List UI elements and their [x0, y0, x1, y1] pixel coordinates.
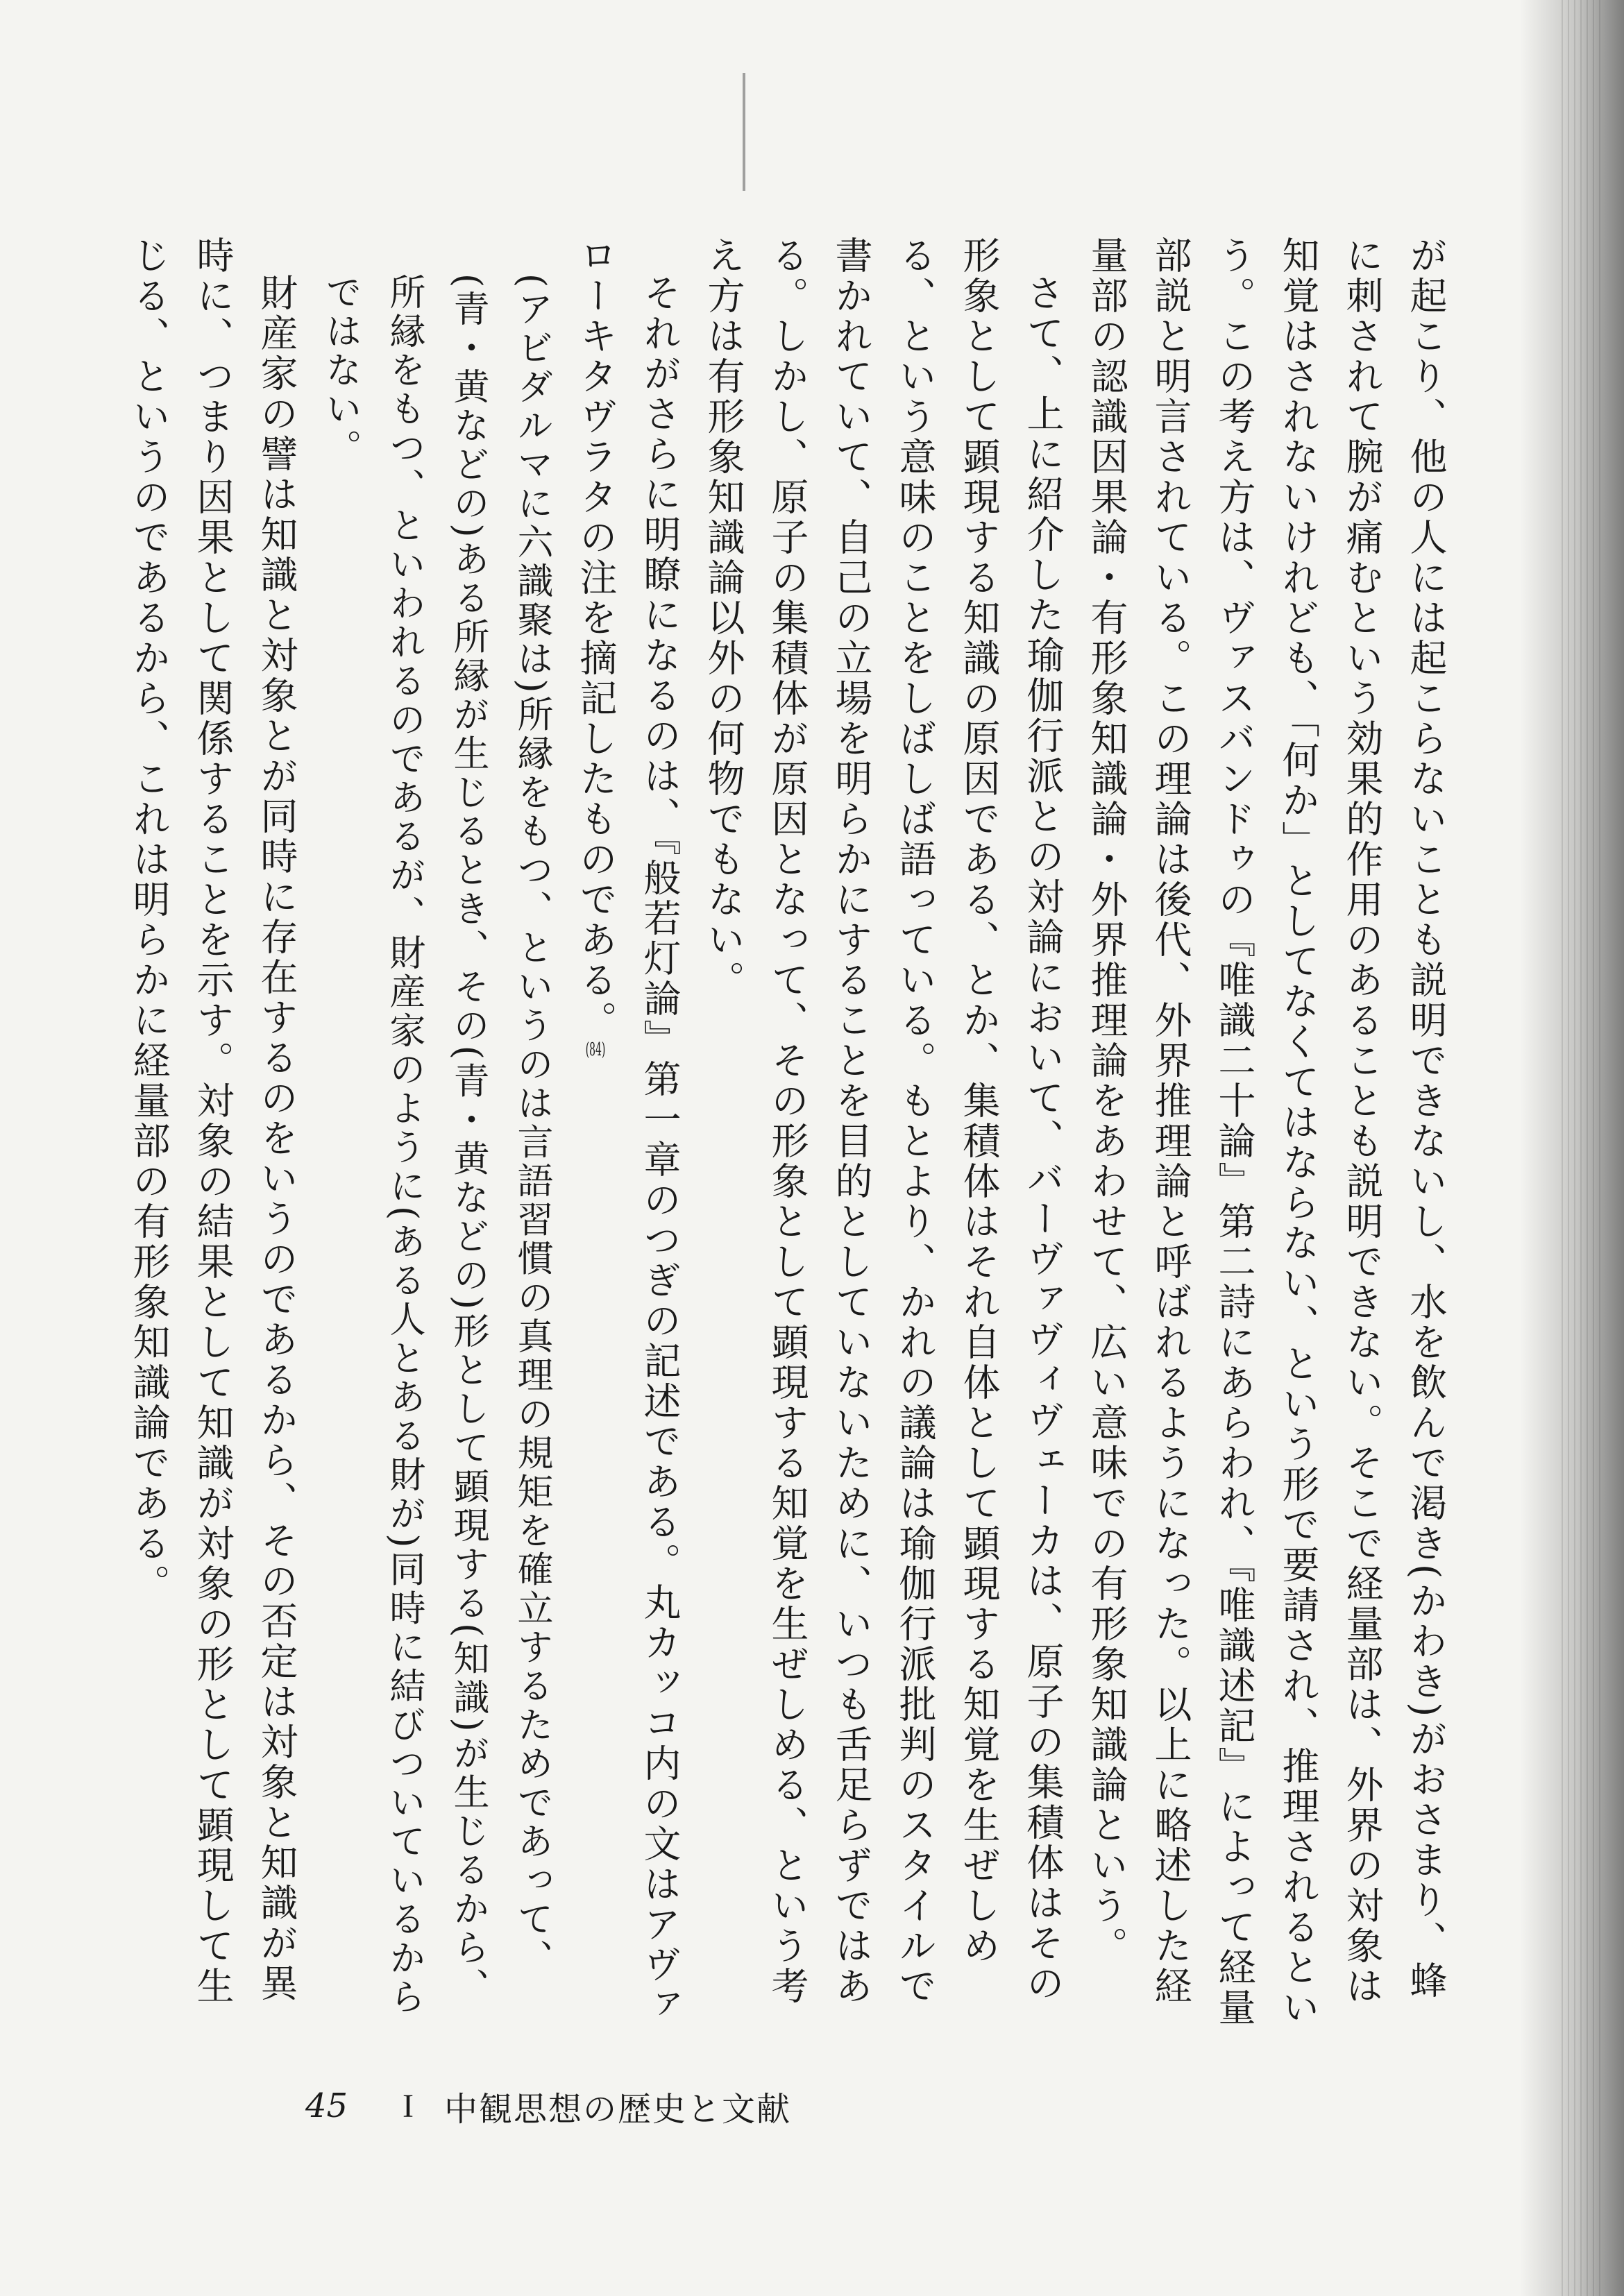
quote-line-1: (アビダルマに六識聚は)所縁をもつ、というのは言語習慣の真理の規矩を確立するためであって、(青・黄などの)ある所縁が生じるとき、その(青・黄などの)形として顕現する(知識)が生じるから、所縁をもつ、といわれるのであるが、財産家のように(ある人とある財が)同時に結びついているからではない。	[319, 273, 552, 2017]
page-footer	[305, 2082, 791, 2130]
paragraph-1: が起こり、他の人には起こらないことも説明できないし、水を飲んで渇き(かわき)がおさまり、蜂に刺されて腕が痛むという効果的作用のあることも説明できない。そこで経量部は、外界の対象は知覚はされないけれども、「何か」としてなくてはならない、という形で要請され、推理されるという。この考え方は、ヴァスバンドゥの『唯識二十論』第二詩にあらわれ、『唯識述記』によって経量部説と明言されている。この理論は後代、外界推理論と呼ばれるようになった。以上に略述した経量部の認識因果論・有形象知識論・外界推理論をあわせて、広い意味での有形象知識論という。	[1085, 236, 1448, 2028]
paragraph-3	[564, 236, 691, 2033]
page-edge-lines	[1562, 0, 1603, 2296]
vertical-text-body	[127, 236, 1457, 2033]
chapter-title: 中観思想の歴史と文献	[444, 2089, 792, 2129]
scan-mark	[743, 73, 745, 191]
chapter-number: I	[403, 2087, 414, 2125]
paragraph-4: 財産家の譬は知識と対象とが同時に存在するのをいうのであるから、その否定は対象と知識が異時に、つまり因果として関係することを示す。対象の結果として知識が対象の形として顕現して生じる、というのであるから、これは明らかに経量部の有形象知識論である。	[127, 236, 298, 2007]
page-number: 45	[305, 2086, 348, 2125]
footnote-reference: (84)	[585, 1041, 606, 1059]
paragraph-3-text: それがさらに明瞭になるのは、『般若灯論』第一章のつぎの記述である。丸カッコ内の文はアヴァローキタヴラタの注を摘記したものである。	[574, 236, 682, 2025]
paragraph-2: さて、上に紹介した瑜伽行派との対論において、バーヴァヴィヴェーカは、原子の集積体はその形象として顕現する知識の原因である、とか、集積体はそれ自体として顕現する知覚を生ぜしめる、という意味のことをしばしば語っている。もとより、かれの議論は瑜伽行派批判のスタイルで書かれていて、自己の立場を明らかにすることを目的としていないために、いつも舌足らずではある。しかし、原子の集積体が原因となって、その形象として顕現する知覚を生ぜしめる、という考え方は有形象知識論以外の何物でもない。	[702, 236, 1065, 2007]
